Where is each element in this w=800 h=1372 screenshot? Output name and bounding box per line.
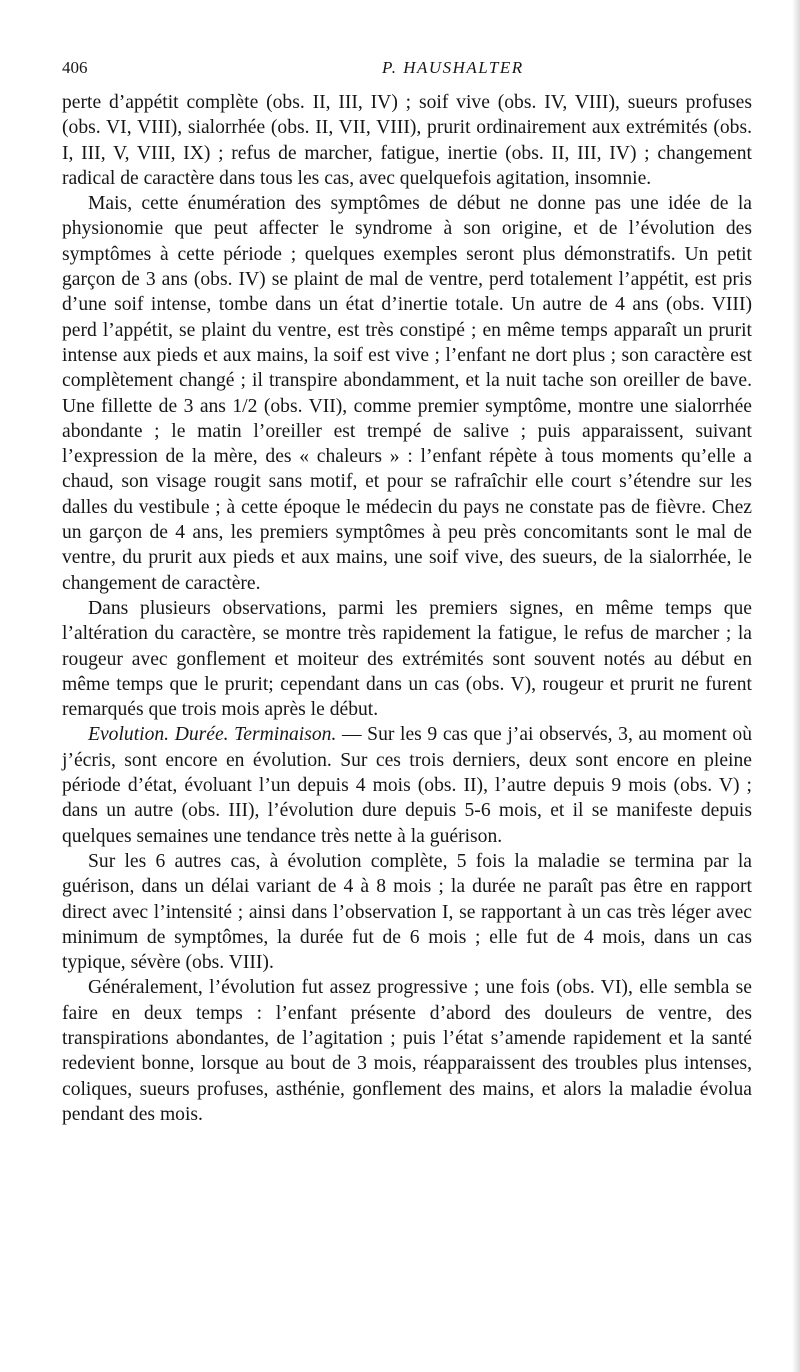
paragraph-5: Sur les 6 autres cas, à évolution complète, 5 fois la maladie se termina par la guérison, dans un délai variant de 4 à 8 mois ; la durée ne paraît pas être en rapport direct avec l’intensité ; ainsi dans l’observation I, se rapportant à un cas très léger avec minimum de symptômes, la durée fut de 6 mois ; elle fut de 4 mois, dans un cas typique, sévère (obs. VIII). (62, 850, 752, 974)
paragraph-2: Mais, cette énumération des symptômes de début ne donne pas une idée de la physionomie que peut affecter le syndrome à son origine, et de l’évolution des symptômes à cette période ; quelques exemples seront plus démonstratifs. Un petit garçon de 3 ans (obs. IV) se plaint de mal de ventre, perd totalement l’appétit, est pris d’une soif intense, tombe dans un état d’inertie totale. Un autre de 4 ans (obs. VIII) perd l’appétit, se plaint du ventre, est très constipé ; en même temps apparaît un prurit intense aux pieds et aux mains, la soif est vive ; l’enfant ne dort plus ; son caractère est complètement changé ; il transpire abondamment, et la nuit tache son oreiller de bave. Une fillette de 3 ans 1/2 (obs. VII), comme premier symptôme, montre une sialorrhée abondante ; le matin l’oreiller est trempé de salive ; puis apparaissent, suivant l’expression de la mère, des « chaleurs » : l’enfant répète à tous moments qu’elle a chaud, son visage rougit sans motif, et pour se rafraîchir elle court s’étendre sur les dalles du vestibule ; à cette époque le médecin du pays ne constate pas de fièvre. Chez un garçon de 4 ans, les premiers symptômes à peu près concomitants sont le mal de ventre, du prurit aux pieds et aux mains, une soif vive, des sueurs, de la sialorrhée, le changement de caractère. (62, 193, 752, 594)
page-header (62, 58, 752, 84)
paragraph-4 (62, 722, 752, 848)
section-heading: Evolution. Durée. Terminaison. (88, 724, 337, 746)
page-number: 406 (62, 58, 88, 77)
paragraph-3: Dans plusieurs observations, parmi les premiers signes, en même temps que l’altération du caractère, se montre très rapidement la fatigue, le refus de marcher ; la rougeur avec gonflement et moiteur des extrémités sont souvent notés au début en même temps que le prurit; cependant dans un cas (obs. V), rougeur et prurit ne furent remarqués que trois mois après le début. (62, 597, 752, 721)
paragraph-4-text: — Sur les 9 cas que j’ai observés, 3, au moment où j’écris, sont encore en évolution. Sur ces trois derniers, deux sont encore en pleine période d’état, évoluant l’un depuis 4 mois (obs. II), l’autre depuis 9 mois (obs. V) ; dans un autre (obs. III), l’évolution dure depuis 5-6 mois, et il se manifeste depuis quelques semaines une tendance très nette à la guérison. (62, 724, 753, 847)
page-edge-shadow (792, 0, 800, 1372)
paragraph-6: Généralement, l’évolution fut assez progressive ; une fois (obs. VI), elle sembla se faire en deux temps : l’enfant présente d’abord des douleurs de ventre, des transpirations abondantes, de l’agitation ; puis l’état s’amende rapidement et la santé redevient bonne, lorsque au bout de 3 mois, réapparaissent des troubles plus intenses, coliques, sueurs profuses, asthénie, gonflement des mains, et alors la maladie évolua pendant des mois. (62, 977, 752, 1125)
paragraph-1: perte d’appétit complète (obs. II, III, IV) ; soif vive (obs. IV, VIII), sueurs profuses (obs. VI, VIII), sialorrhée (obs. II, VII, VIII), prurit ordinairement aux extrémités (obs. I, III, V, VIII, IX) ; refus de marcher, fatigue, inertie (obs. II, III, IV) ; changement radical de caractère dans tous les cas, avec quelquefois agitation, insomnie. (62, 92, 752, 189)
running-title: P. HAUSHALTER (382, 58, 524, 77)
body-text (62, 90, 752, 1127)
